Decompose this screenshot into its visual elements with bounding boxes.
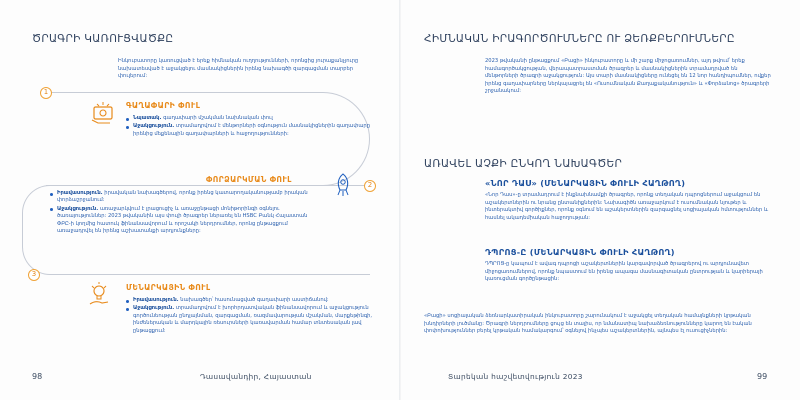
- timeline-track-lower: [50, 274, 370, 275]
- right-page-intro: 2023 թվականի ընթացքում «Բացի» ինկուբատորը և մի շարք միջոցառումներ, այդ թվում՝ երեք համագործակցության, վերապատրաստման ծրագրեր և մասնակիցներին տրամադրված են մենթորների ծրագրի աջակցություն: Այս տարի մասնակիցները ունեցել են 12 նոր հանդիպումներ, ովքեր իրենց գաղափարները ներկայացրել են «Ուսումնական Քաղաքականություն» և «Փորձանոց» ծրագրերի շրջանակում:: [485, 58, 771, 95]
- rocket-person-icon: [328, 170, 358, 200]
- right-page-number: 99: [757, 372, 768, 381]
- section-1-bullets: [126, 115, 376, 139]
- timeline-track-middle: [50, 185, 370, 186]
- left-page-number: 98: [32, 372, 43, 381]
- section-3-bullets: [126, 297, 376, 336]
- section-2-bullets: [50, 190, 320, 236]
- section-2-bullet-support: Աջակցություն. առաջարկվում է լրացուցիչ և առաջընթացի մոնիթորինգի օգնելու ծառայություններ: 2023 թվականին այս փուլի ծրագրեր ներառել են HSBC Բանկ Հայաստան ՓԲԸ-ի կողմից հատուկ ֆինանսավորում և որոշակի ներդրումներ, որոնց ընթացքում առաջադրվել են իրենց աշխատանքի արդյունքները:: [50, 206, 320, 236]
- lightbulb-hand-icon: [84, 280, 114, 310]
- section-1-bullet-support: Աջակցություն. տրամադրվում է մենթորների օգնություն մասնակիցներին գաղափարը իրենից մեքենային գաղափարների և հաջողությունների:: [126, 123, 376, 138]
- page-gutter: [399, 0, 401, 400]
- timeline-track-left-curve: [22, 185, 50, 275]
- step-number-1: 1: [40, 87, 52, 99]
- idea-money-icon: [88, 98, 118, 128]
- left-page-title: ԾՐԱԳՐԻ ԿԱՌՈՒՑՎԱԾՔԸ: [32, 33, 174, 45]
- section-3-bullet-support: Աջակցություն. տրամադրվում է խորհրդատվական ֆինանսավորում և աջակցություն գործունեության ընդլայնման, զարգացման, ռազմավարության մշակման, մարքեթինգի, ինժեներական և մարդկային ռեսուրսների կառավարման համար տնտեսական լավ ընթացքում:: [126, 305, 376, 335]
- section-3-bullet-eligibility: Իրավասություն. նախագծեր՝ հասունացված գաղափարի աստիճանով:: [126, 297, 376, 304]
- right-page-footer: Տարեկան հաշվետվություն 2023: [448, 372, 583, 381]
- section-2-title: ՓՈՐՁԱՐԿՄԱՆ ՓՈՒԼ: [206, 175, 292, 184]
- section-3-title: ՄԵՆԱՐԿԱՅԻՆ ՓՈՒԼ: [126, 283, 211, 292]
- right-page-closing: «Բացի» սոցիալական ձեռնարկատիրական ինկուբատորը շարունակում է աջակցել տեղական համայնքների կրթական խնդիրների լուծմանը: Ծրագրի ներդրումները ցույց են տալիս, որ նմանատիպ նախաձեռնությունները կարող են էական փոփոխություններ բերել կրթական համակարգում՝ օգնելով ինչպես աշակերտներին, այնպես էլ ուսուցիչներին:: [424, 313, 752, 335]
- step-number-3: 3: [28, 269, 40, 281]
- right-page-subtitle: ԱՌԱՎԵԼ ԱՉՔԻ ԸՆԿՈՂ ՆԱԽԱԳԾԵՐ: [424, 158, 623, 170]
- project-2-text: ԴՊՐՈՑ-ը կապում է ավագ դպրոցի աշակերտներին կարգավորված ծրագրերով ու արդյունավետ միջոցառումներով, որոնք նպաստում են իրենց ապագա մասնագիտական ընտրության և կարիերայի կառուցման գործընթացին:: [485, 261, 763, 283]
- step-number-2: 2: [364, 180, 376, 192]
- project-1-title: «ՆՈՐ ԴԱՍ» (ՄԵՆԱՐԿԱՅԻՆ ՓՈՒԼԻ ՀԱՂԹՈՂ): [485, 178, 686, 188]
- project-2-title: ԴՊՐՈՑ-Ը (ՄԵՆԱՐԿԱՅԻՆ ՓՈՒԼԻ ՀԱՂԹՈՂ): [485, 247, 675, 257]
- project-1-text: «Նոր Դաս»-ը տրամադրում է ինքնախնամքի ծրագրեր, որոնք տեղական դպրոցներում աջակցում են աշակերտներին ու նրանց ընտանիքներին: Նախագիծն առաջարկում է ուսումնական նյութեր և ինտերակտիվ գործիքներ, որոնք օգնում են աշակերտներին զարգացնել սոցիալական հմտություններ և հասնել ակադեմիական հաջողության:: [485, 192, 769, 221]
- section-2-bullet-eligibility: Իրավասություն. իրավական նախագծերով, որոնք իրենց կատարողականությամբ իրական փորձաշրջանում:: [50, 190, 320, 205]
- left-page-footer: Դասավանդիր, Հայաստան: [200, 372, 312, 381]
- right-page-title: ՀԻՄՆԱԿԱՆ ԻՐԱԳՈՐԾՈՒՄՆԵՐԸ ՈՒ ՁԵՌՔԲԵՐՈՒՄՆԵՐԸ: [424, 33, 735, 45]
- section-1-bullet-goal: Նպատակ. գաղափարի մշակման նախնական փուլ: [126, 115, 376, 122]
- section-1-title: ԳԱՂԱՓԱՐԻ ՓՈՒԼ: [126, 101, 201, 110]
- left-page-intro: Ինկուբատորը կառուցված է երեք հիմնական ուղղությունների, որոնցից յուրաքանչյուրը նախատեսված է աջակցելու մասնակիցներին իրենց նախագծի զարգացման տարբեր փուլերում:: [118, 58, 359, 80]
